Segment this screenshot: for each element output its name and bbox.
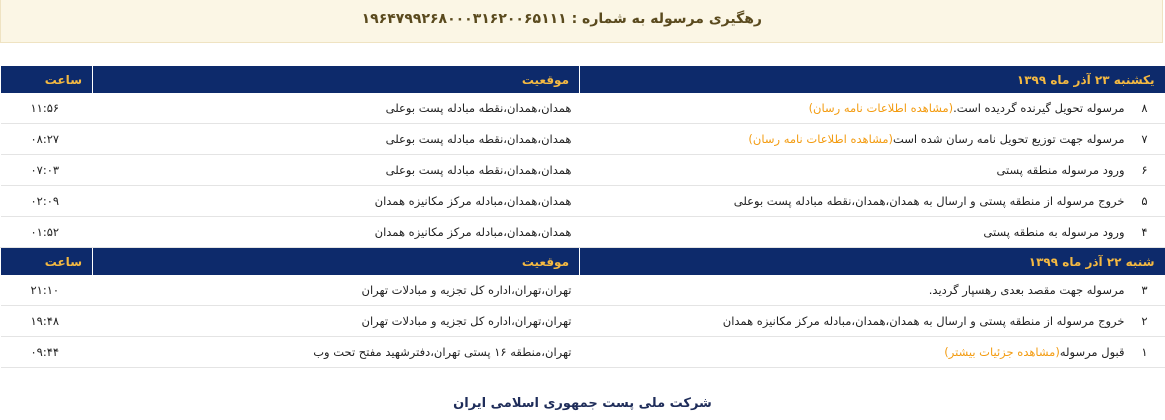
row-description: قبول مرسوله — [1059, 345, 1125, 359]
row-index: ۳ — [1125, 275, 1165, 306]
row-description: خروج مرسوله از منطقه پستی و ارسال به همدان،همدان،نقطه مبادله پست بوعلی — [733, 194, 1125, 208]
table-row — [1, 337, 1165, 368]
row-time: ۱۹:۴۸ — [1, 306, 93, 337]
row-description-cell — [580, 155, 1125, 186]
row-location: همدان،همدان،مبادله مرکز مکانیزه همدان — [93, 217, 580, 248]
table-row — [1, 217, 1165, 248]
details-link[interactable]: (مشاهده جزئیات بیشتر) — [944, 345, 1060, 359]
day-date: یکشنبه ۲۳ آذر ماه ۱۳۹۹ — [580, 66, 1165, 93]
time-column-header: ساعت — [1, 248, 93, 276]
row-time: ۰۷:۰۳ — [1, 155, 93, 186]
location-column-header: موقعیت — [93, 248, 580, 276]
row-description-cell — [580, 337, 1125, 368]
day-date: شنبه ۲۲ آذر ماه ۱۳۹۹ — [580, 248, 1165, 276]
row-description-cell — [580, 93, 1125, 124]
tracking-header — [0, 0, 1163, 43]
tracking-title: رهگیری مرسوله به شماره : ۱۹۶۴۷۹۹۲۶۸۰۰۰۳۱۶۲۰۰۶۵۱۱۱ — [361, 11, 762, 27]
row-description: خروج مرسوله از منطقه پستی و ارسال به همدان،همدان،مبادله مرکز مکانیزه همدان — [722, 314, 1125, 328]
table-row — [1, 124, 1165, 155]
row-description-cell — [580, 217, 1125, 248]
row-description: مرسوله جهت توزیع تحویل نامه رسان شده است — [892, 132, 1125, 146]
location-column-header: موقعیت — [93, 66, 580, 93]
row-index: ۱ — [1125, 337, 1165, 368]
row-description-cell — [580, 306, 1125, 337]
table-row — [1, 155, 1165, 186]
tracking-table — [0, 66, 1165, 368]
row-description: مرسوله تحویل گیرنده گردیده است. — [953, 101, 1125, 115]
details-link[interactable]: (مشاهده اطلاعات نامه رسان) — [808, 101, 954, 115]
row-time: ۲۱:۱۰ — [1, 275, 93, 306]
row-description-cell — [580, 275, 1125, 306]
row-location: همدان،همدان،مبادله مرکز مکانیزه همدان — [93, 186, 580, 217]
table-row — [1, 275, 1165, 306]
time-column-header: ساعت — [1, 66, 93, 93]
row-location: همدان،همدان،نقطه مبادله پست بوعلی — [93, 124, 580, 155]
row-description: مرسوله جهت مقصد بعدی رهسپار گردید. — [928, 283, 1125, 297]
row-time: ۰۲:۰۹ — [1, 186, 93, 217]
table-row — [1, 186, 1165, 217]
row-location: تهران،تهران،اداره کل تجزیه و مبادلات تهران — [93, 306, 580, 337]
day-header-row — [1, 66, 1165, 93]
row-time: ۰۹:۴۴ — [1, 337, 93, 368]
table-row — [1, 93, 1165, 124]
row-description: ورود مرسوله منطقه پستی — [996, 163, 1125, 177]
table-row — [1, 306, 1165, 337]
row-index: ۷ — [1125, 124, 1165, 155]
row-location: همدان،همدان،نقطه مبادله پست بوعلی — [93, 155, 580, 186]
row-description-cell — [580, 124, 1125, 155]
row-description-cell — [580, 186, 1125, 217]
row-index: ۶ — [1125, 155, 1165, 186]
row-description: ورود مرسوله به منطقه پستی — [983, 225, 1125, 239]
row-index: ۴ — [1125, 217, 1165, 248]
row-index: ۵ — [1125, 186, 1165, 217]
footer-company-name: شرکت ملی پست جمهوری اسلامی ایران — [453, 396, 712, 411]
row-time: ۰۸:۲۷ — [1, 124, 93, 155]
row-time: ۰۱:۵۲ — [1, 217, 93, 248]
row-location: تهران،منطقه ۱۶ پستی تهران،دفترشهید مفتح تحت وب — [93, 337, 580, 368]
row-time: ۱۱:۵۶ — [1, 93, 93, 124]
day-header-row — [1, 248, 1165, 276]
row-index: ۲ — [1125, 306, 1165, 337]
row-index: ۸ — [1125, 93, 1165, 124]
row-location: همدان،همدان،نقطه مبادله پست بوعلی — [93, 93, 580, 124]
row-location: تهران،تهران،اداره کل تجزیه و مبادلات تهران — [93, 275, 580, 306]
details-link[interactable]: (مشاهده اطلاعات نامه رسان) — [748, 132, 893, 146]
